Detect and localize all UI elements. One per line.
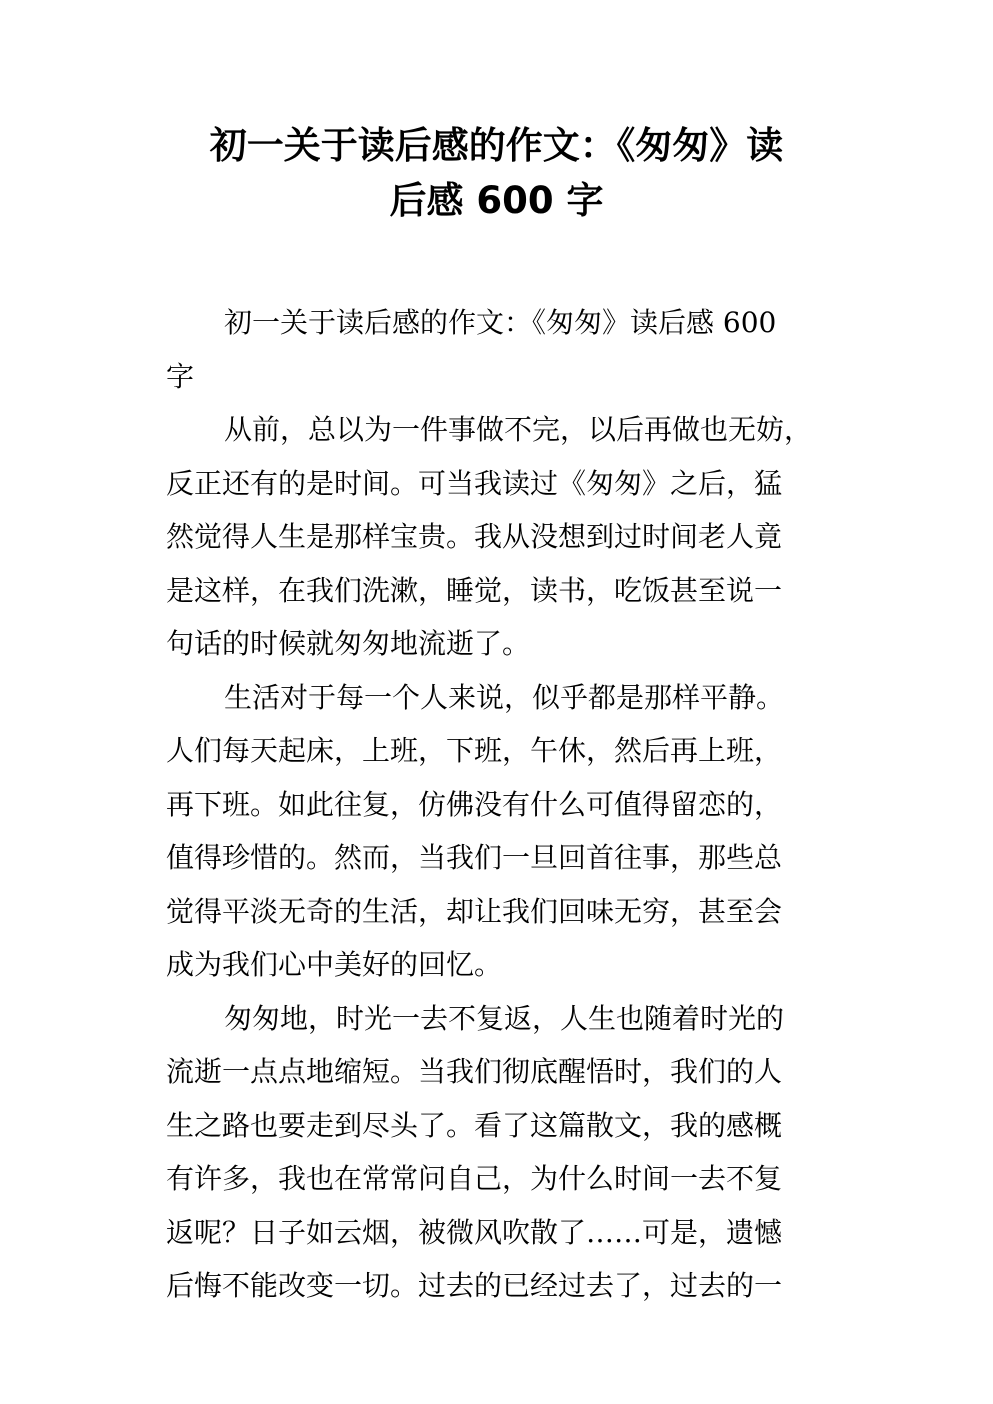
body-line: 有许多，我也在常常问自己，为什么时间一去不复 bbox=[166, 1162, 783, 1195]
body-line: 是这样，在我们洗漱，睡觉，读书，吃饭甚至说一 bbox=[166, 573, 783, 607]
body-line: 觉得平淡无奇的生活，却让我们回味无穷，甚至会 bbox=[166, 894, 783, 928]
body-line: 反正还有的是时间。可当我读过《匆匆》之后，猛 bbox=[166, 466, 783, 500]
title-line-1: 初一关于读后感的作文：《匆匆》读 bbox=[209, 124, 784, 167]
body-line: 生活对于每一个人来说，似乎都是那样平静。 bbox=[224, 680, 785, 714]
body-line: 流逝一点点地缩短。当我们彻底醒悟时，我们的人 bbox=[166, 1055, 783, 1088]
body-line: 后悔不能改变一切。过去的已经过去了，过去的一 bbox=[166, 1269, 783, 1302]
body-line: 从前，总以为一件事做不完，以后再做也无妨， bbox=[224, 413, 813, 446]
document-body bbox=[166, 296, 846, 1313]
body-line: 值得珍惜的。然而，当我们一旦回首往事，那些总 bbox=[166, 841, 783, 874]
body-line: 返呢？日子如云烟，被微风吹散了……可是，遗憾 bbox=[166, 1215, 783, 1249]
body-line: 成为我们心中美好的回忆。 bbox=[166, 948, 503, 981]
document-title bbox=[150, 118, 843, 228]
body-line: 再下班。如此往复，仿佛没有什么可值得留恋的， bbox=[166, 787, 783, 821]
body-line: 初一关于读后感的作文：《匆匆》读后感 600 bbox=[224, 306, 777, 339]
title-line-2: 后感 600 字 bbox=[389, 179, 604, 222]
body-line: 匆匆地，时光一去不复返，人生也随着时光的 bbox=[224, 1001, 785, 1035]
body-line: 句话的时候就匆匆地流逝了。 bbox=[166, 627, 531, 660]
body-line: 生之路也要走到尽头了。看了这篇散文，我的感概 bbox=[166, 1108, 783, 1142]
body-line: 人们每天起床，上班，下班，午休，然后再上班， bbox=[166, 734, 783, 767]
body-line: 然觉得人生是那样宝贵。我从没想到过时间老人竟 bbox=[166, 520, 783, 553]
body-line: 字 bbox=[166, 359, 195, 393]
